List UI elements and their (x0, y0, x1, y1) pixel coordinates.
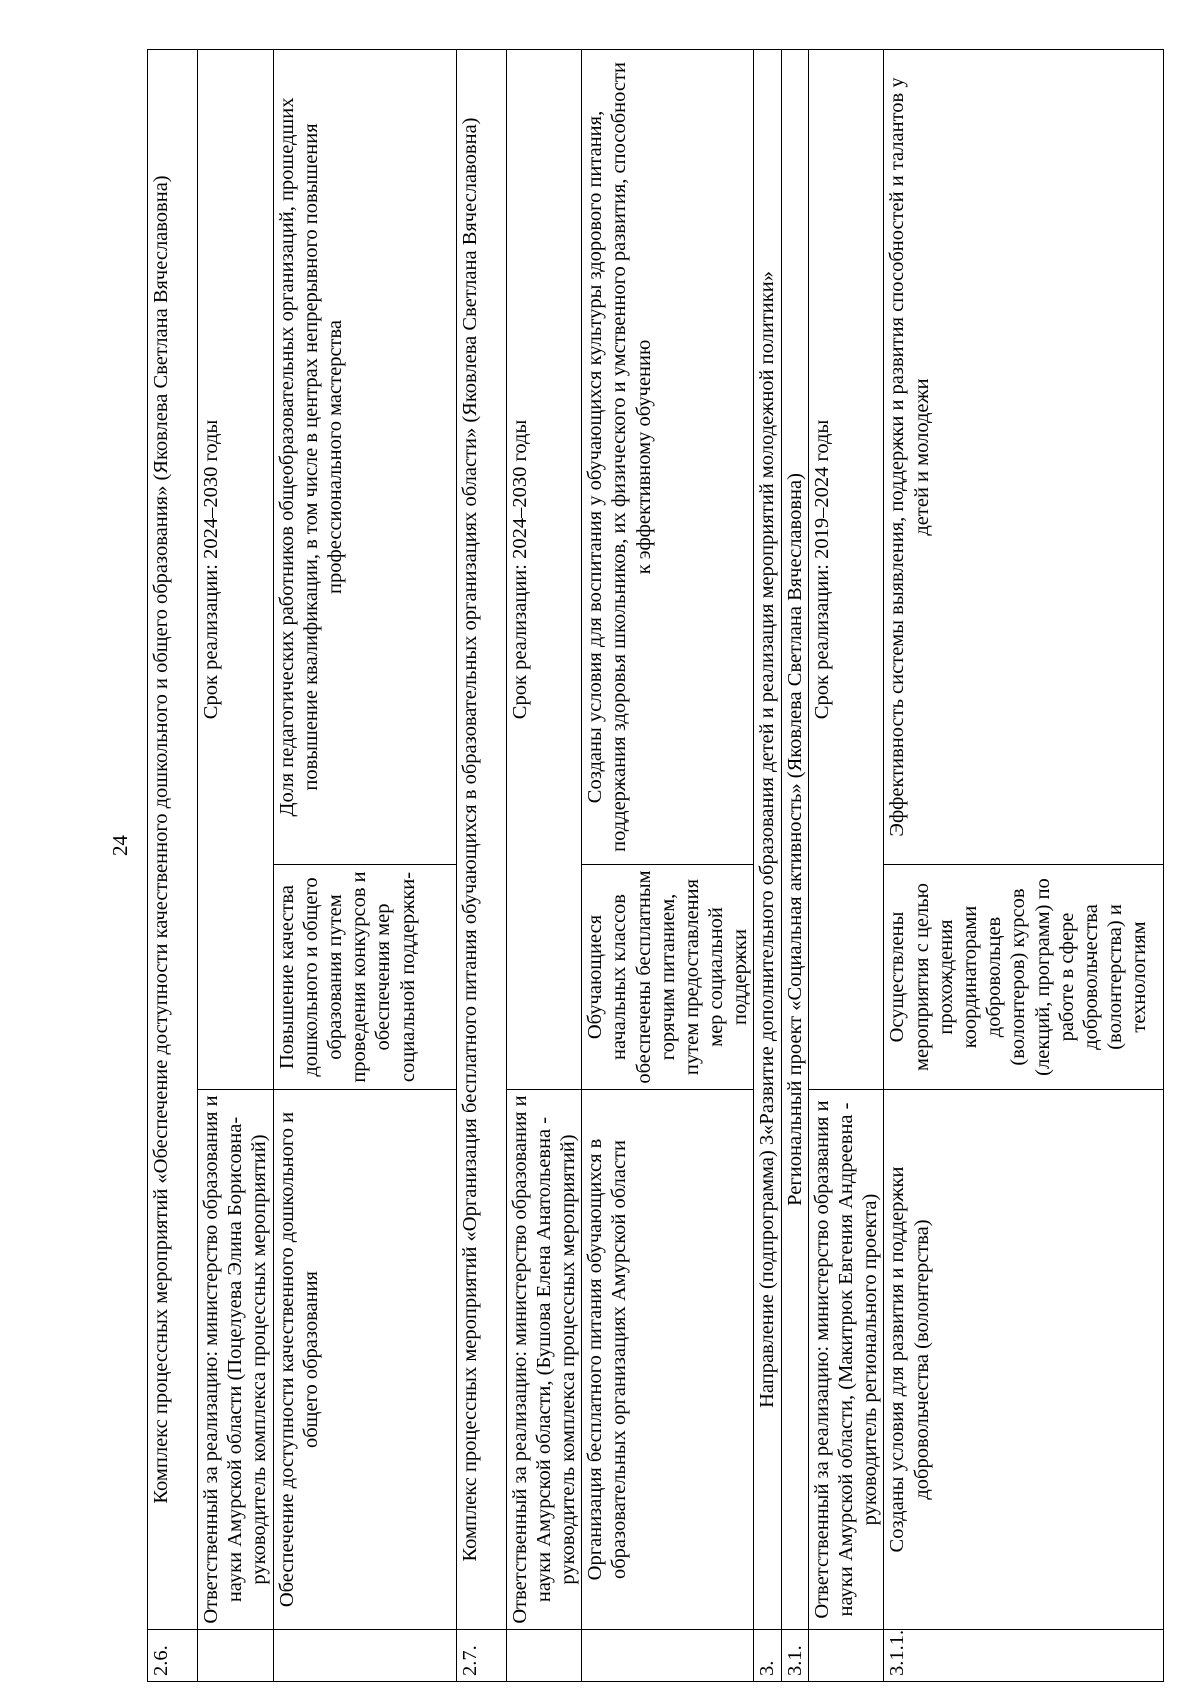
task-cell: Обеспечение доступности качественного дошкольного и общего образования (273, 1090, 456, 1630)
row-2-7-task (582, 49, 754, 1681)
row-number: 2.6. (148, 1630, 198, 1682)
page-number: 24 (108, 835, 132, 856)
row-2-6-header (148, 49, 198, 1681)
period-cell: Срок реализации: 2019–2024 годы (808, 49, 884, 1089)
row-number-empty (198, 1630, 274, 1682)
responsible-cell: Ответственный за реализацию: министерство образвания и науки Амурской области, (Макитрюк Евгения Андреевна - руководитель регионального проекта) (808, 1090, 884, 1630)
row-3-1-1 (884, 49, 1164, 1681)
row-number-empty (273, 1630, 456, 1682)
section-title: Комплекс процессных мероприятий «Обеспечение доступности качественного дошкольного и общего образования» (Яковлева Светлана Вячеславовна) (148, 49, 198, 1629)
row-number-empty (808, 1630, 884, 1682)
period-cell: Срок реализации: 2024–2030 годы (506, 49, 582, 1089)
task-cell: Созданы условия для развития и поддержки добровольчества (волонтерства) (884, 1090, 1164, 1630)
indicator-cell: Доля педагогических работников общеобразовательных организаций, прошедших повышение квалификации, в том числе в центрах непрерывного повышения профессионального мастерства (273, 49, 456, 864)
program-table-sheet (147, 50, 1200, 1682)
row-2-7-header (456, 49, 506, 1681)
direction-title: Направление (подпрограмма) 3«Развитие дополнительного образования детей и реализация мероприятий молодежной политики» (754, 49, 781, 1629)
task-cell: Организация бесплатного питания обучающихся в образовательных организациях Амурской области (582, 1090, 754, 1630)
responsible-cell: Ответственный за реализацию: министерство образования и науки Амурской области, (Бушова Елена Анатольевна - руководитель комплекса процессных мероприятий) (506, 1090, 582, 1630)
effect-cell: Обучающиеся начальных классов обеспечены бесплатным горячим питанием, путем предоставления мер социальной поддержки (582, 865, 754, 1090)
row-number: 3. (754, 1630, 781, 1682)
row-number-empty (506, 1630, 582, 1682)
indicator-cell: Эффективность системы выявления, поддержки и развития способностей и талантов у детей и молодежи (884, 49, 1164, 864)
row-2-6-responsible (198, 49, 274, 1681)
row-number-empty (582, 1630, 754, 1682)
row-3-header (754, 49, 781, 1681)
row-3-1-header (781, 49, 808, 1681)
period-cell: Срок реализации: 2024–2030 годы (198, 49, 274, 1089)
row-number: 3.1.1. (884, 1630, 1164, 1682)
effect-cell: Осуществлены мероприятия с целью прохождения координаторами добровольцев (волонтеров) курсов (лекций, программ) по работе в сфере добровольчества (волонтерства) и технологиям (884, 865, 1164, 1090)
row-3-1-responsible (808, 49, 884, 1681)
row-2-7-responsible (506, 49, 582, 1681)
program-table (147, 49, 1164, 1682)
indicator-cell: Созданы условия для воспитания у обучающихся культуры здорового питания, поддержания здоровья школьников, их физического и умственного развития, способности к эффективному обучению (582, 49, 754, 864)
effect-cell: Повышение качества дошкольного и общего образования путем проведения конкурсов и обеспечения мер социальной поддержки- (273, 865, 456, 1090)
responsible-cell: Ответственный за реализацию: министерство образования и науки Амурской области (Поцелуева Элина Борисовна-руководитель комплекса процессных мероприятий) (198, 1090, 274, 1630)
project-title: Региональный проект «Социальная активность» (Яковлева Светлана Вячеславовна) (781, 49, 808, 1629)
row-number: 3.1. (781, 1630, 808, 1682)
row-number: 2.7. (456, 1630, 506, 1682)
section-title: Комплекс процессных мероприятий «Организация бесплатного питания обучающихся в образовательных организациях области» (Яковлева Светлана Вячеславовна) (456, 49, 506, 1629)
row-2-6-task (273, 49, 456, 1681)
